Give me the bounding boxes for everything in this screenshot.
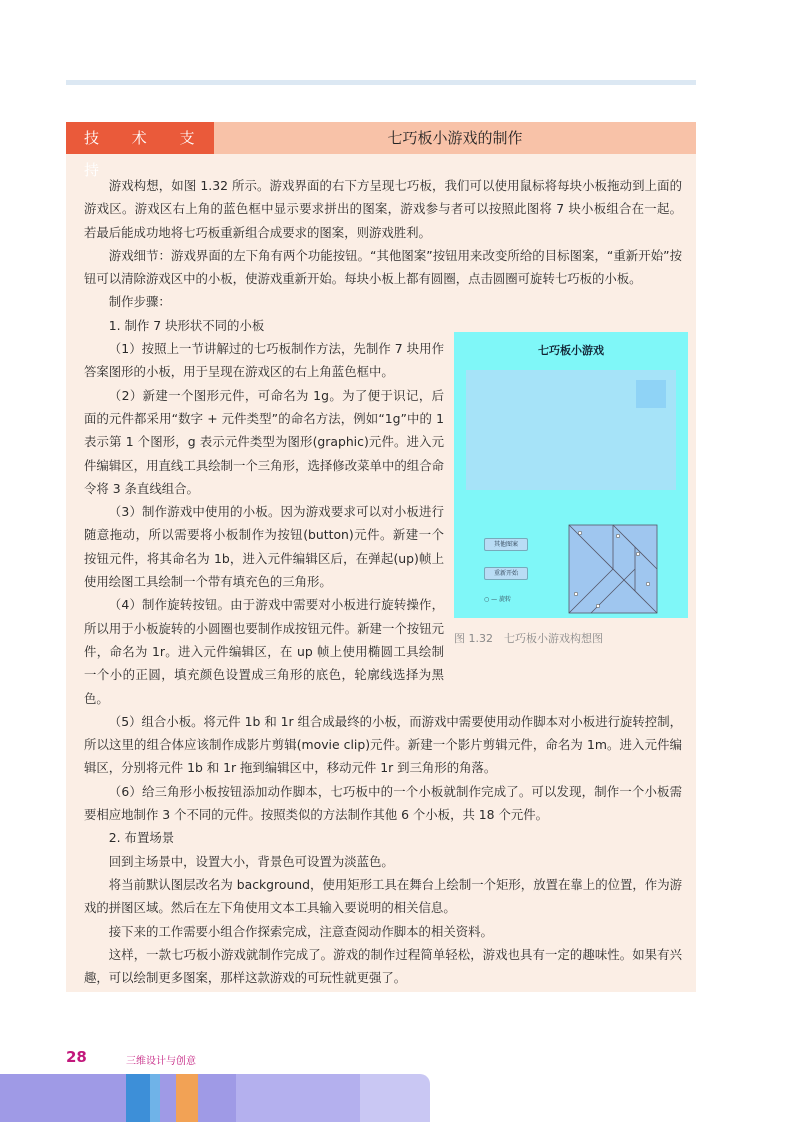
restart-button: 重新开始	[484, 567, 528, 580]
paragraph: （6）给三角形小板按钮添加动作脚本，七巧板中的一个小板就制作完成了。可以发现，制作一个小板需要相应地制作 3 个不同的元件。按照类似的方法制作其他 6 个小板，共 18 个元件。	[84, 783, 682, 823]
other-pattern-button: 其他图案	[484, 538, 528, 551]
page-number: 28	[66, 1048, 87, 1066]
paragraph: 回到主场景中，设置大小，背景色可设置为淡蓝色。	[108, 853, 394, 869]
rotate-note: ○ — 旋转	[484, 596, 512, 603]
paragraph: 将当前默认图层改名为 background，使用矩形工具在舞台上绘制一个矩形，放置在靠上的位置，作为游戏的拼图区域。然后在左下角使用文本工具输入要说明的相关信息。	[84, 876, 682, 916]
book-title: 三维设计与创意	[126, 1056, 196, 1067]
footer-band	[0, 1074, 236, 1122]
paragraph: （2）新建一个图形元件，可命名为 1g。为了便于识记，后面的元件都采用“数字 + 元件类型”的命名方法，例如“1g”中的 1 表示第 1 个图形，g 表示元件类型为图形(graphic)元件。进入元件编辑区，用直线工具绘制一个三角形，选择修改菜单中的组合命令将 3 条直线组合。	[84, 387, 444, 496]
puzzle-area	[466, 370, 676, 490]
paragraph: 接下来的工作需要小组合作探索完成，注意查阅动作脚本的相关资料。	[108, 923, 493, 939]
paragraph: 2. 布置场景	[108, 830, 175, 846]
figure-screen-title: 七巧板小游戏	[538, 344, 604, 357]
paragraph: 制作步骤：	[108, 294, 171, 310]
section-header	[66, 122, 696, 179]
target-pattern-box	[636, 380, 666, 408]
paragraph: （1）按照上一节讲解过的七巧板制作方法，先制作 7 块用作答案图形的小板，用于呈现在游戏区的右上角蓝色框中。	[84, 341, 444, 380]
tangram-pieces	[568, 524, 660, 614]
footer-stripe	[176, 1074, 198, 1122]
paragraph: 这样，一款七巧板小游戏就制作完成了。游戏的制作过程简单轻松，游戏也具有一定的趣味性。如果有兴趣，可以绘制更多图案，那样这款游戏的可玩性就更强了。	[84, 946, 682, 986]
top-divider	[66, 80, 696, 85]
paragraph: 1. 制作 7 块形状不同的小板	[108, 317, 265, 333]
paragraph: 游戏构想，如图 1.32 所示。游戏界面的右下方呈现七巧板，我们可以使用鼠标将每块小板拖动到上面的游戏区。游戏区右上角的蓝色框中显示要求拼出的图案，游戏参与者可以按照此图将 7 块小板组合在一起。若最后能成功地将七巧板重新组合成要求的图案，则游戏胜利。	[84, 178, 682, 240]
footer-stripe	[126, 1074, 150, 1122]
paragraph: （4）制作旋转按钮。由于游戏中需要对小板进行旋转操作，所以用于小板旋转的小圆圈也要制作成按钮元件。新建一个按钮元件，命名为 1r。进入元件编辑区，在 up 帧上使用椭圆工具绘制一个小的正圆，填充颜色设置成三角形的底色，轮廓线选择为黑色。	[84, 597, 444, 706]
footer-stripe	[150, 1074, 160, 1122]
paragraph: （5）组合小板。将元件 1b 和 1r 组合成最终的小板，而游戏中需要使用动作脚本对小板进行旋转控制，所以这里的组合体应该制作成影片剪辑(movie clip)元件。新建一个影片剪辑元件，命名为 1m。进入元件编辑区，分别将元件 1b 和 1r 拖到编辑区中，移动元件 1r 到三角形的角落。	[84, 713, 682, 776]
section-tag: 技 术 支 持	[66, 122, 214, 154]
paragraph: （3）制作游戏中使用的小板。因为游戏要求可以对小板进行随意拖动，所以需要将小板制作为按钮(button)元件。新建一个按钮元件，将其命名为 1b，进入元件编辑区后，在弹起(up)帧上使用绘图工具绘制一个带有填充色的三角形。	[84, 504, 444, 590]
paragraph: 游戏细节：游戏界面的左下角有两个功能按钮。“其他图案”按钮用来改变所给的目标图案，“重新开始”按钮可以清除游戏区中的小板，使游戏重新开始。每块小板上都有圆圈，点击圆圈可旋转七巧板的小板。	[84, 247, 682, 287]
footer-decoration	[0, 1074, 430, 1122]
section-title: 七巧板小游戏的制作	[214, 122, 696, 154]
figure-caption: 图 1.32 七巧板小游戏构想图	[454, 632, 603, 645]
tech-support-box	[66, 122, 696, 992]
tangram-game-figure	[454, 332, 688, 618]
